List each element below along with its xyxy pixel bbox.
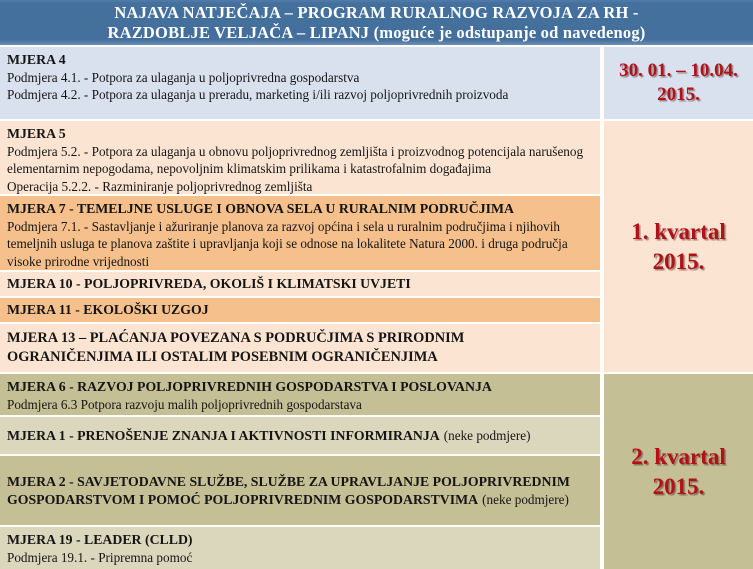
mjera-1-title-line xyxy=(7,427,531,445)
mjera-4-title: MJERA 4 xyxy=(7,52,66,67)
row-mjera-10 xyxy=(0,272,600,296)
mjera-6-detail-1: Podmjera 6.3 Potpora razvoju malih poljoprivrednih gospodarstava xyxy=(7,396,362,412)
mjera-6-title: MJERA 6 - RAZVOJ POLJOPRIVREDNIH GOSPODARSTVA I POSLOVANJA xyxy=(7,379,492,394)
q2-line-1: 2. kvartal xyxy=(631,443,726,469)
q1-line-2: 2015. xyxy=(652,248,705,274)
mjera-5-detail-1: Podmjera 5.2. - Potpora za ulaganja u obnovu poljoprivrednog zemljišta i proizvodnog potencijala narušenog elementarnim nepogodama, nepovoljnim klimatskim prilikama i katastrofalnim događajima xyxy=(7,143,584,177)
mjera-1-suffix: (neke podmjere) xyxy=(443,427,531,443)
row-mjera-4 xyxy=(0,47,600,119)
row-mjera-2 xyxy=(0,456,600,525)
slide-title xyxy=(0,0,753,45)
q1-line-1: 1. kvartal xyxy=(631,218,726,244)
mjera-2-title-line xyxy=(7,473,590,509)
mjera-19-detail-1: Podmjera 19.1. - Pripremna pomoć xyxy=(7,549,193,565)
mjera-1-title: MJERA 1 - PRENOŠENJE ZNANJA I AKTIVNOSTI INFORMIRANJA xyxy=(7,427,440,443)
mjera-19-title: MJERA 19 - LEADER (CLLD) xyxy=(7,532,193,547)
mjera-2-suffix: (neke podmjere) xyxy=(482,491,569,507)
mjera-5-title: MJERA 5 xyxy=(7,126,66,141)
mjera-4-detail-2: Podmjera 4.2. - Potpora za ulaganja u preradu, marketing i/ili razvoj poljoprivrednih proizvoda xyxy=(7,87,509,103)
mjera-7-title: MJERA 7 - TEMELJNE USLUGE I OBNOVA SELA U RURALNIM PODRUČJIMA xyxy=(7,201,514,216)
q2-line-2: 2015. xyxy=(652,473,705,499)
slide-title-line-2: RAZDOBLJE VELJAČA – LIPANJ (moguće je odstupanje od navedenog) xyxy=(107,22,646,42)
row-mjera-6 xyxy=(0,374,600,415)
q2-cell xyxy=(604,374,753,569)
mjera-4-detail-1: Podmjera 4.1. - Potpora za ulaganja u poljoprivredna gospodarstva xyxy=(7,69,360,85)
date-range-cell xyxy=(604,47,753,119)
mjera-2-title: MJERA 2 - SAVJETODAVNE SLUŽBE, SLUŽBE ZA UPRAVLJANJE POLJOPRIVREDNIM GOSPODARSTVOM I POMOĆ POLJOPRIVREDNIM GOSPODARSTVIMA xyxy=(7,473,570,507)
row-mjera-5 xyxy=(0,121,600,194)
q1-cell xyxy=(604,121,753,372)
row-mjera-1 xyxy=(0,417,600,454)
schedule-table xyxy=(0,47,753,569)
slide-title-line-1: NAJAVA NATJEČAJA – PROGRAM RURALNOG RAZVOJA ZA RH - xyxy=(114,2,639,22)
mjera-5-detail-2: Operacija 5.2.2. - Razminiranje poljoprivrednog zemljišta xyxy=(7,178,313,194)
date-range-line-2: 2015. xyxy=(657,84,700,105)
mjera-11-title: MJERA 11 - EKOLOŠKI UZGOJ xyxy=(7,302,209,318)
date-range-line-1: 30. 01. – 10.04. xyxy=(619,60,738,81)
timeline-column xyxy=(604,47,753,569)
mjera-7-detail-1: Podmjera 7.1. - Sastavljanje i ažuriranje planova za razvoj općina i sela u ruralnim područjima i njihovih temeljnih usluga te planova zaštite i upravljanja koji se odnose na lokalitete Natura 2000. i druga područja visoke prirodne vrijednosti xyxy=(7,218,568,269)
row-mjera-19 xyxy=(0,527,600,569)
row-mjera-7 xyxy=(0,196,600,270)
row-mjera-13 xyxy=(0,324,600,372)
mjera-13-title: MJERA 13 – PLAĆANJA POVEZANA S PODRUČJIMA S PRIRODNIM OGRANIČENJIMA ILI OSTALIM POSEBNIM OGRANIČENJIMA xyxy=(7,330,465,365)
measures-column xyxy=(0,47,600,569)
mjera-10-title: MJERA 10 - POLJOPRIVREDA, OKOLIŠ I KLIMATSKI UVJETI xyxy=(7,276,411,292)
row-mjera-11 xyxy=(0,298,600,322)
